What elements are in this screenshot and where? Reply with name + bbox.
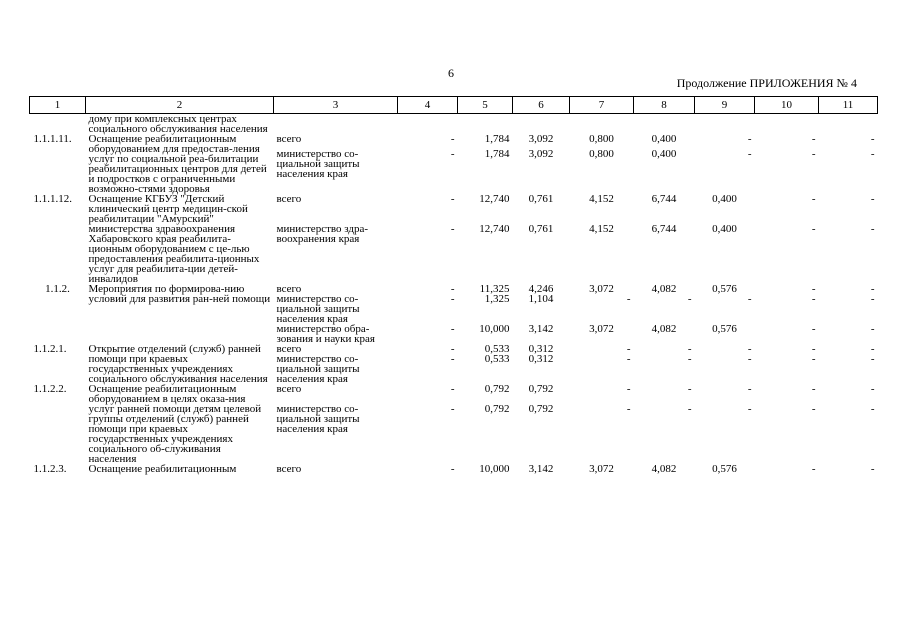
value-c7: 0,800 [589,148,614,160]
value-c10: - [811,343,816,355]
value-c10: - [811,133,816,145]
column-header-7: 7 [570,97,634,114]
item-code [30,324,86,344]
item-code: 1.1.2. [45,283,70,295]
value-c8: 0,400 [651,133,677,145]
value-c5: 1,325 [484,293,510,305]
value-c9: 0,400 [712,223,737,235]
value-c8: 4,082 [651,463,677,475]
item-description: Оснащение реабилитационным оборудованием для предостав-ления услуг по социальной реа-билитации реабилитационных центров для детей и подростков с ограниченными возможно-стями здоровья [88,133,267,195]
continuation-label: Продолжение ПРИЛОЖЕНИЯ № 4 [676,76,857,90]
value-c6: 3,142 [528,463,554,475]
item-code [30,354,86,384]
value-c10: - [811,383,816,395]
value-c7: 4,152 [589,223,614,235]
value-c8: - [687,343,692,355]
value-c5: 0,792 [484,403,510,415]
value-c6: 0,792 [528,403,554,415]
table-row [30,134,878,149]
column-header-6: 6 [513,97,570,114]
value-c10: - [811,353,816,365]
item-code: 1.1.1.11. [33,133,72,145]
funding-source: всего [276,383,302,395]
value-c9: 0,400 [712,193,737,205]
value-c6: 0,312 [528,353,554,365]
value-c7: 4,152 [589,193,614,205]
funding-source: всего [276,343,302,355]
value-c10: - [811,223,816,235]
value-c5: 10,000 [479,323,510,335]
funding-source: всего [276,283,302,295]
value-c5: 0,533 [484,353,510,365]
value-c5: 12,740 [479,193,510,205]
value-c6: 1,104 [528,293,554,305]
value-c8: 6,744 [651,223,677,235]
value-c4: - [450,383,455,395]
funding-source: министерство здра-воохранения края [276,223,369,245]
value-c10: - [811,323,816,335]
continuation-row [30,114,878,135]
value-c11: - [870,293,875,305]
column-header-5: 5 [458,97,513,114]
value-c7: 3,072 [589,463,614,475]
column-header-8: 8 [634,97,695,114]
value-c5: 11,325 [479,283,510,295]
value-c9: 0,576 [712,463,737,475]
funding-source: министерство обра-зования и науки края [276,323,375,345]
value-c8: 4,082 [651,323,677,335]
value-c4: - [450,133,455,145]
value-c5: 1,784 [484,148,510,160]
column-number-row [30,97,878,114]
value-c7: 3,072 [589,283,614,295]
value-c7: - [626,403,631,415]
value-c9: 0,576 [712,323,737,335]
value-c8: - [687,403,692,415]
value-c11: - [870,403,875,415]
table-row [30,384,878,404]
value-c7: - [626,343,631,355]
value-c7: 0,800 [589,133,614,145]
funding-source: министерство со-циальной защиты населения края [276,403,360,435]
column-header-9: 9 [695,97,755,114]
value-c9: - [747,133,752,145]
value-c9: - [747,148,752,160]
value-c4: - [450,323,455,335]
value-c11: - [870,193,875,205]
column-header-4: 4 [398,97,458,114]
value-c6: 0,312 [528,343,554,355]
value-c9: 0,576 [712,283,737,295]
value-c10: - [811,463,816,475]
value-c4: - [450,223,455,235]
value-c11: - [870,148,875,160]
value-c7: - [626,293,631,305]
value-c9: - [747,403,752,415]
item-code: 1.1.2.3. [33,463,67,475]
funding-source: министерство со-циальной защиты населения края [276,148,360,180]
item-description: Открытие отделений (служб) ранней помощи при краевых государственных учреждениях социального обслуживания населения [88,343,268,385]
item-code [30,149,86,194]
funding-source: всего [276,133,302,145]
value-c11: - [870,343,875,355]
value-c10: - [811,148,816,160]
value-c4: - [450,293,455,305]
value-c4: - [450,193,455,205]
value-c11: - [870,323,875,335]
item-code: 1.1.1.12. [33,193,72,205]
value-c5: 1,784 [484,133,510,145]
value-c10: - [811,283,816,295]
value-c11: - [870,383,875,395]
funding-source: всего [276,193,302,205]
value-c8: - [687,353,692,365]
column-header-10: 10 [755,97,819,114]
value-c5: 10,000 [479,463,510,475]
value-c6: 3,142 [528,323,554,335]
item-code [30,294,86,324]
value-c9: - [747,293,752,305]
appendix-table [29,96,878,474]
cell-code [30,114,86,135]
value-c9: - [747,383,752,395]
value-c9: - [747,343,752,355]
item-code: 1.1.2.1. [33,343,67,355]
item-code [30,404,86,464]
value-c5: 0,533 [484,343,510,355]
value-c10: - [811,403,816,415]
funding-source: министерство со-циальной защиты населения края [276,353,360,385]
value-c6: 0,761 [528,223,554,235]
cell-empty [274,114,878,135]
column-header-1: 1 [30,97,86,114]
value-c6: 0,792 [528,383,554,395]
value-c7: - [626,383,631,395]
item-description: Мероприятия по формирова-нию условий для развития ран-ней помощи [88,283,271,305]
table-row [30,194,878,224]
continuation-text: дому при комплексных центрах социального обслуживания населения [88,113,268,135]
table-row [30,464,878,474]
funding-source: всего [276,463,302,475]
value-c4: - [450,343,455,355]
value-c8: 0,400 [651,148,677,160]
value-c5: 12,740 [479,223,510,235]
page-number: 6 [448,66,454,80]
value-c4: - [450,353,455,365]
value-c6: 4,246 [528,283,554,295]
value-c6: 3,092 [528,133,554,145]
value-c4: - [450,148,455,160]
value-c5: 0,792 [484,383,510,395]
column-header-11: 11 [819,97,878,114]
item-code [30,224,86,284]
value-c8: - [687,293,692,305]
value-c11: - [870,133,875,145]
value-c10: - [811,293,816,305]
value-c7: 3,072 [589,323,614,335]
value-c6: 0,761 [528,193,554,205]
value-c8: 4,082 [651,283,677,295]
value-c7: - [626,353,631,365]
value-c10: - [811,193,816,205]
value-c8: - [687,383,692,395]
item-description: Оснащение реабилитационным оборудованием в целях оказа-ния услуг ранней помощи детям целевой группы отделений (служб) ранней помощи при краевых государственных учреждениях социального об-служивания населения [88,383,262,465]
funding-source: министерство со-циальной защиты населения края [276,293,360,325]
value-c11: - [870,353,875,365]
value-c9: - [747,353,752,365]
value-c11: - [870,463,875,475]
value-c11: - [870,283,875,295]
item-description: Оснащение КГБУЗ "Детский клинический центр медицин-ской реабилитации "Амурский" министерства здравоохранения Хабаровского края реабилита-ционным оборудованием с це-лью предоставления реабилита-ционных услуг для реабилита-ции детей-инвалидов [88,193,260,285]
item-code: 1.1.2.2. [33,383,67,395]
item-description: Оснащение реабилитационным [88,463,237,475]
column-header-2: 2 [86,97,274,114]
value-c4: - [450,403,455,415]
value-c4: - [450,283,455,295]
value-c4: - [450,463,455,475]
value-c11: - [870,223,875,235]
value-c6: 3,092 [528,148,554,160]
column-header-3: 3 [274,97,398,114]
value-c8: 6,744 [651,193,677,205]
